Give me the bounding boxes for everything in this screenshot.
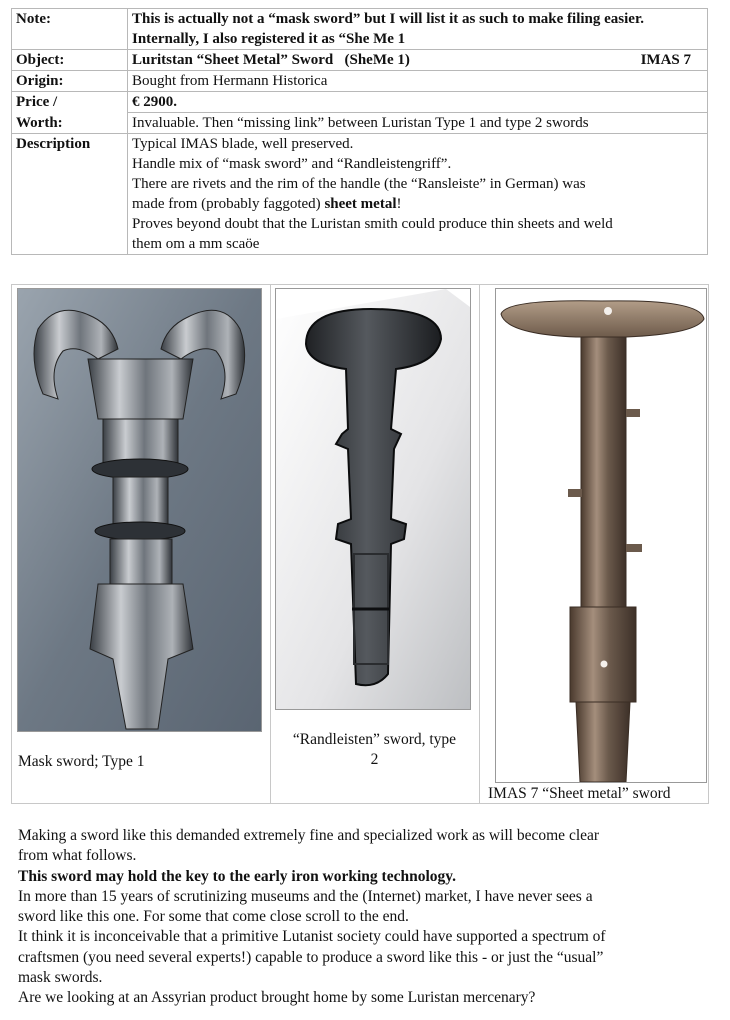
description-line: Handle mix of “mask sword” and “Randleistengriff”. [132, 156, 452, 172]
paragraph-cont: sword like this one. For some that come close scroll to the end. [18, 908, 409, 926]
note-row [12, 9, 708, 50]
caption-imas7-sword: IMAS 7 “Sheet metal” sword [488, 785, 671, 802]
note-text: This is actually not a “mask sword” but I will list it as such to make filing easier. Internally, I also registered it as “She Me 1 [128, 9, 708, 50]
object-text: Luritstan “Sheet Metal” Sword (SheMe 1) [132, 52, 410, 68]
worth-row [12, 113, 708, 134]
object-id: IMAS 7 [640, 52, 691, 68]
description-line: Proves beyond doubt that the Luristan smith could produce thin sheets and weld [132, 216, 613, 232]
worth-text: Invaluable. Then “missing link” between Luristan Type 1 and type 2 swords [128, 113, 708, 134]
worth-label: Worth: [12, 113, 128, 134]
description-line: There are rivets and the rim of the handle (the “Ransleiste” in German) was [132, 176, 586, 192]
imas7-sword-photo [495, 288, 707, 783]
paragraph-cont: mask swords. [18, 969, 103, 987]
paragraph-cont: from what follows. [18, 847, 137, 865]
origin-label: Origin: [12, 71, 128, 92]
note-label: Note: [12, 9, 128, 50]
description-line: made from (probably faggoted) [132, 196, 325, 212]
description-row [12, 134, 708, 255]
caption-mask-sword: Mask sword; Type 1 [18, 753, 145, 770]
paragraph: Making a sword like this demanded extremely fine and specialized work as will become clear [18, 827, 600, 844]
paragraph-cont: craftsmen (you need several experts!) capable to produce a sword like this - or just the “usual” [18, 948, 604, 966]
origin-row [12, 71, 708, 92]
price-label: Price / [12, 92, 128, 113]
sheet-metal-emphasis: sheet metal [324, 196, 397, 212]
record-table [11, 8, 708, 255]
description-line: them om a mm scaöe [132, 236, 260, 252]
description-line: Typical IMAS blade, well preserved. [132, 136, 354, 152]
object-row [12, 50, 708, 71]
paragraph: It think it is inconceivable that a primitive Lutanist society could have supported a spectrum of [18, 928, 606, 946]
key-statement: This sword may hold the key to the early iron working technology. [18, 867, 457, 885]
figures-table [11, 284, 709, 804]
randleisten-sword-photo [275, 288, 471, 710]
paragraph: In more than 15 years of scrutinizing museums and the (Internet) market, I have never sees a [18, 887, 593, 905]
figure-randleisten-sword [270, 285, 480, 803]
caption-randleisten-sword: “Randleisten” sword, type 2 [292, 731, 457, 768]
figure-imas7-sword [479, 285, 708, 803]
price-row [12, 92, 708, 113]
body-text [18, 826, 708, 1009]
description-label: Description [12, 134, 128, 255]
object-label: Object: [12, 50, 128, 71]
paragraph: Are we looking at an Assyrian product brought home by some Luristan mercenary? [18, 989, 536, 1007]
figure-mask-sword [12, 285, 271, 803]
description-text: Typical IMAS blade, well preserved. Handle mix of “mask sword” and “Randleistengriff”. There are rivets and the rim of the handle (the “Ransleiste” in German) was made from (probably faggoted) sheet metal! Proves beyond doubt that the Luristan smith could produce thin sheets and weld them om a mm scaöe [128, 134, 708, 255]
mask-sword-photo [17, 288, 262, 732]
origin-text: Bought from Hermann Historica [128, 71, 708, 92]
price-text: € 2900. [128, 92, 708, 113]
